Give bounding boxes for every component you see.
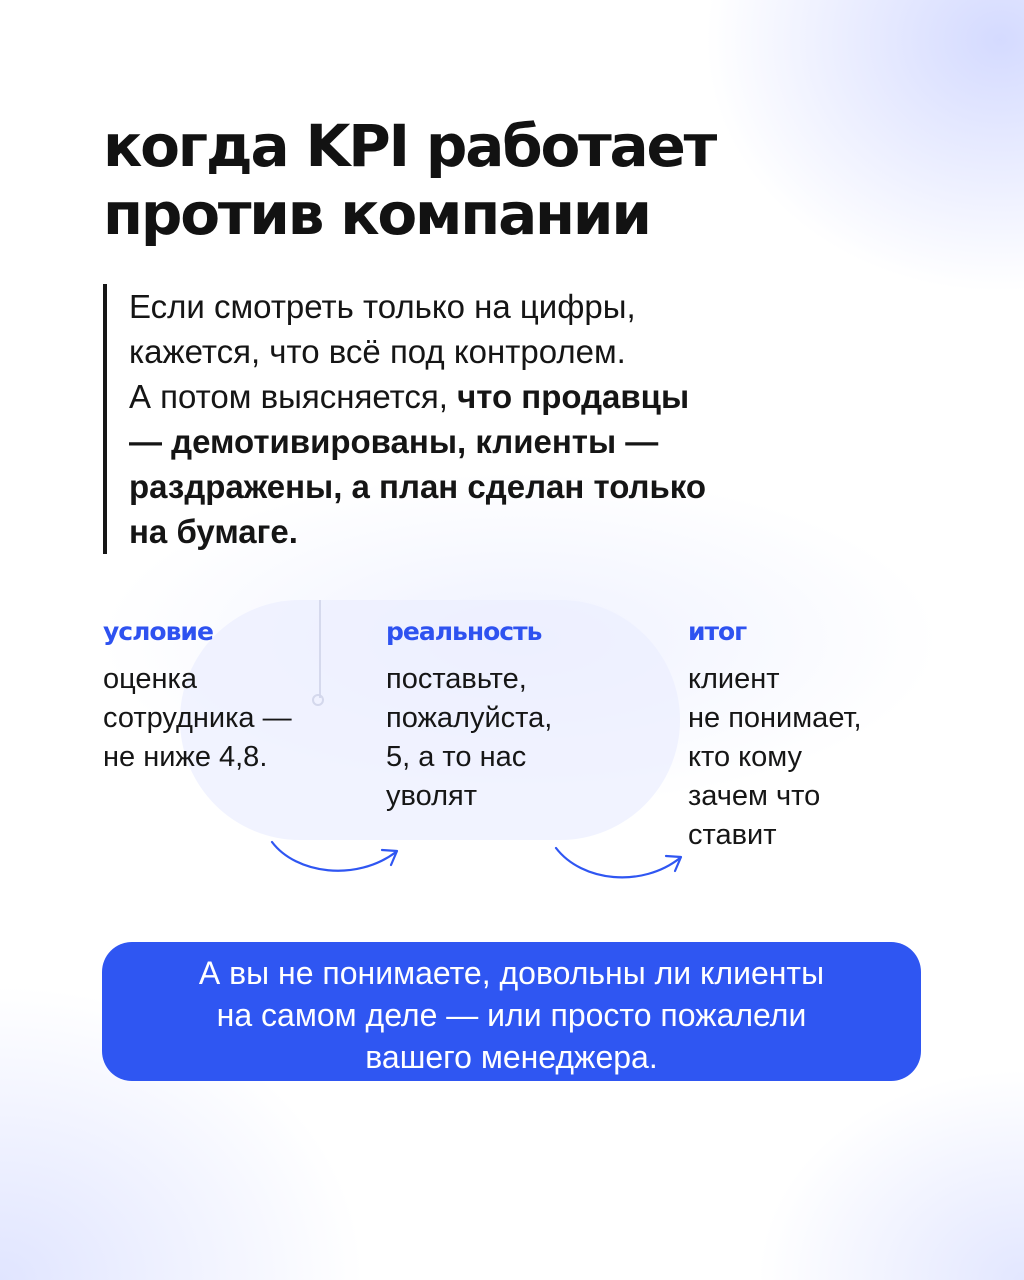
column-text <box>688 660 862 855</box>
column-text-line: клиент <box>688 663 780 695</box>
curved-arrow-icon <box>552 844 692 890</box>
column-label: реальность <box>386 617 542 646</box>
intro-line-1: Если смотреть только на цифры, <box>129 288 636 325</box>
intro-line-2: кажется, что всё под контролем. <box>129 333 626 370</box>
column-text-line: зачем что <box>688 780 821 812</box>
column-result <box>688 614 862 855</box>
column-text-line: 5, а то нас <box>386 741 527 773</box>
background-ring <box>312 694 324 706</box>
column-text-line: кто кому <box>688 741 803 773</box>
callout-line-3: вашего менеджера. <box>365 1039 658 1075</box>
intro-quote <box>103 284 889 554</box>
column-text <box>103 660 292 777</box>
curved-arrow-icon <box>268 838 408 884</box>
column-text-line: ставит <box>688 819 777 851</box>
column-label: итог <box>688 617 747 646</box>
intro-line-4-bold: — демотивированы, клиенты — <box>129 423 659 460</box>
intro-line-3-bold: что продавцы <box>457 378 690 415</box>
column-text-line: уволят <box>386 780 477 812</box>
column-text-line: сотрудника — <box>103 702 292 734</box>
column-text-line: оценка <box>103 663 198 695</box>
column-label: условие <box>103 617 213 646</box>
column-text-line: не ниже 4,8. <box>103 741 268 773</box>
intro-line-4 <box>129 419 889 464</box>
intro-line-3-regular: А потом выясняется, <box>129 378 458 415</box>
intro-line-6 <box>129 509 889 554</box>
title-line-1: когда KPI работает <box>103 112 716 180</box>
column-condition <box>103 614 292 777</box>
column-reality <box>386 614 552 816</box>
background-divider-line <box>319 600 321 698</box>
callout-line-2: на самом деле — или просто пожалели <box>216 997 807 1033</box>
title-line-2: против компании <box>103 180 650 248</box>
conclusion-callout <box>102 942 921 1081</box>
intro-line-5 <box>129 464 889 509</box>
column-text-line: пожалуйста, <box>386 702 553 734</box>
page-title <box>103 112 943 248</box>
column-text <box>386 660 552 816</box>
column-text-line: поставьте, <box>386 663 527 695</box>
intro-line-5-bold: раздражены, а план сделан только <box>129 468 707 505</box>
intro-line-6-bold: на бумаге. <box>129 513 298 550</box>
callout-line-1: А вы не понимаете, довольны ли клиенты <box>198 955 825 991</box>
intro-line-3 <box>129 374 889 419</box>
column-text-line: не понимает, <box>688 702 862 734</box>
